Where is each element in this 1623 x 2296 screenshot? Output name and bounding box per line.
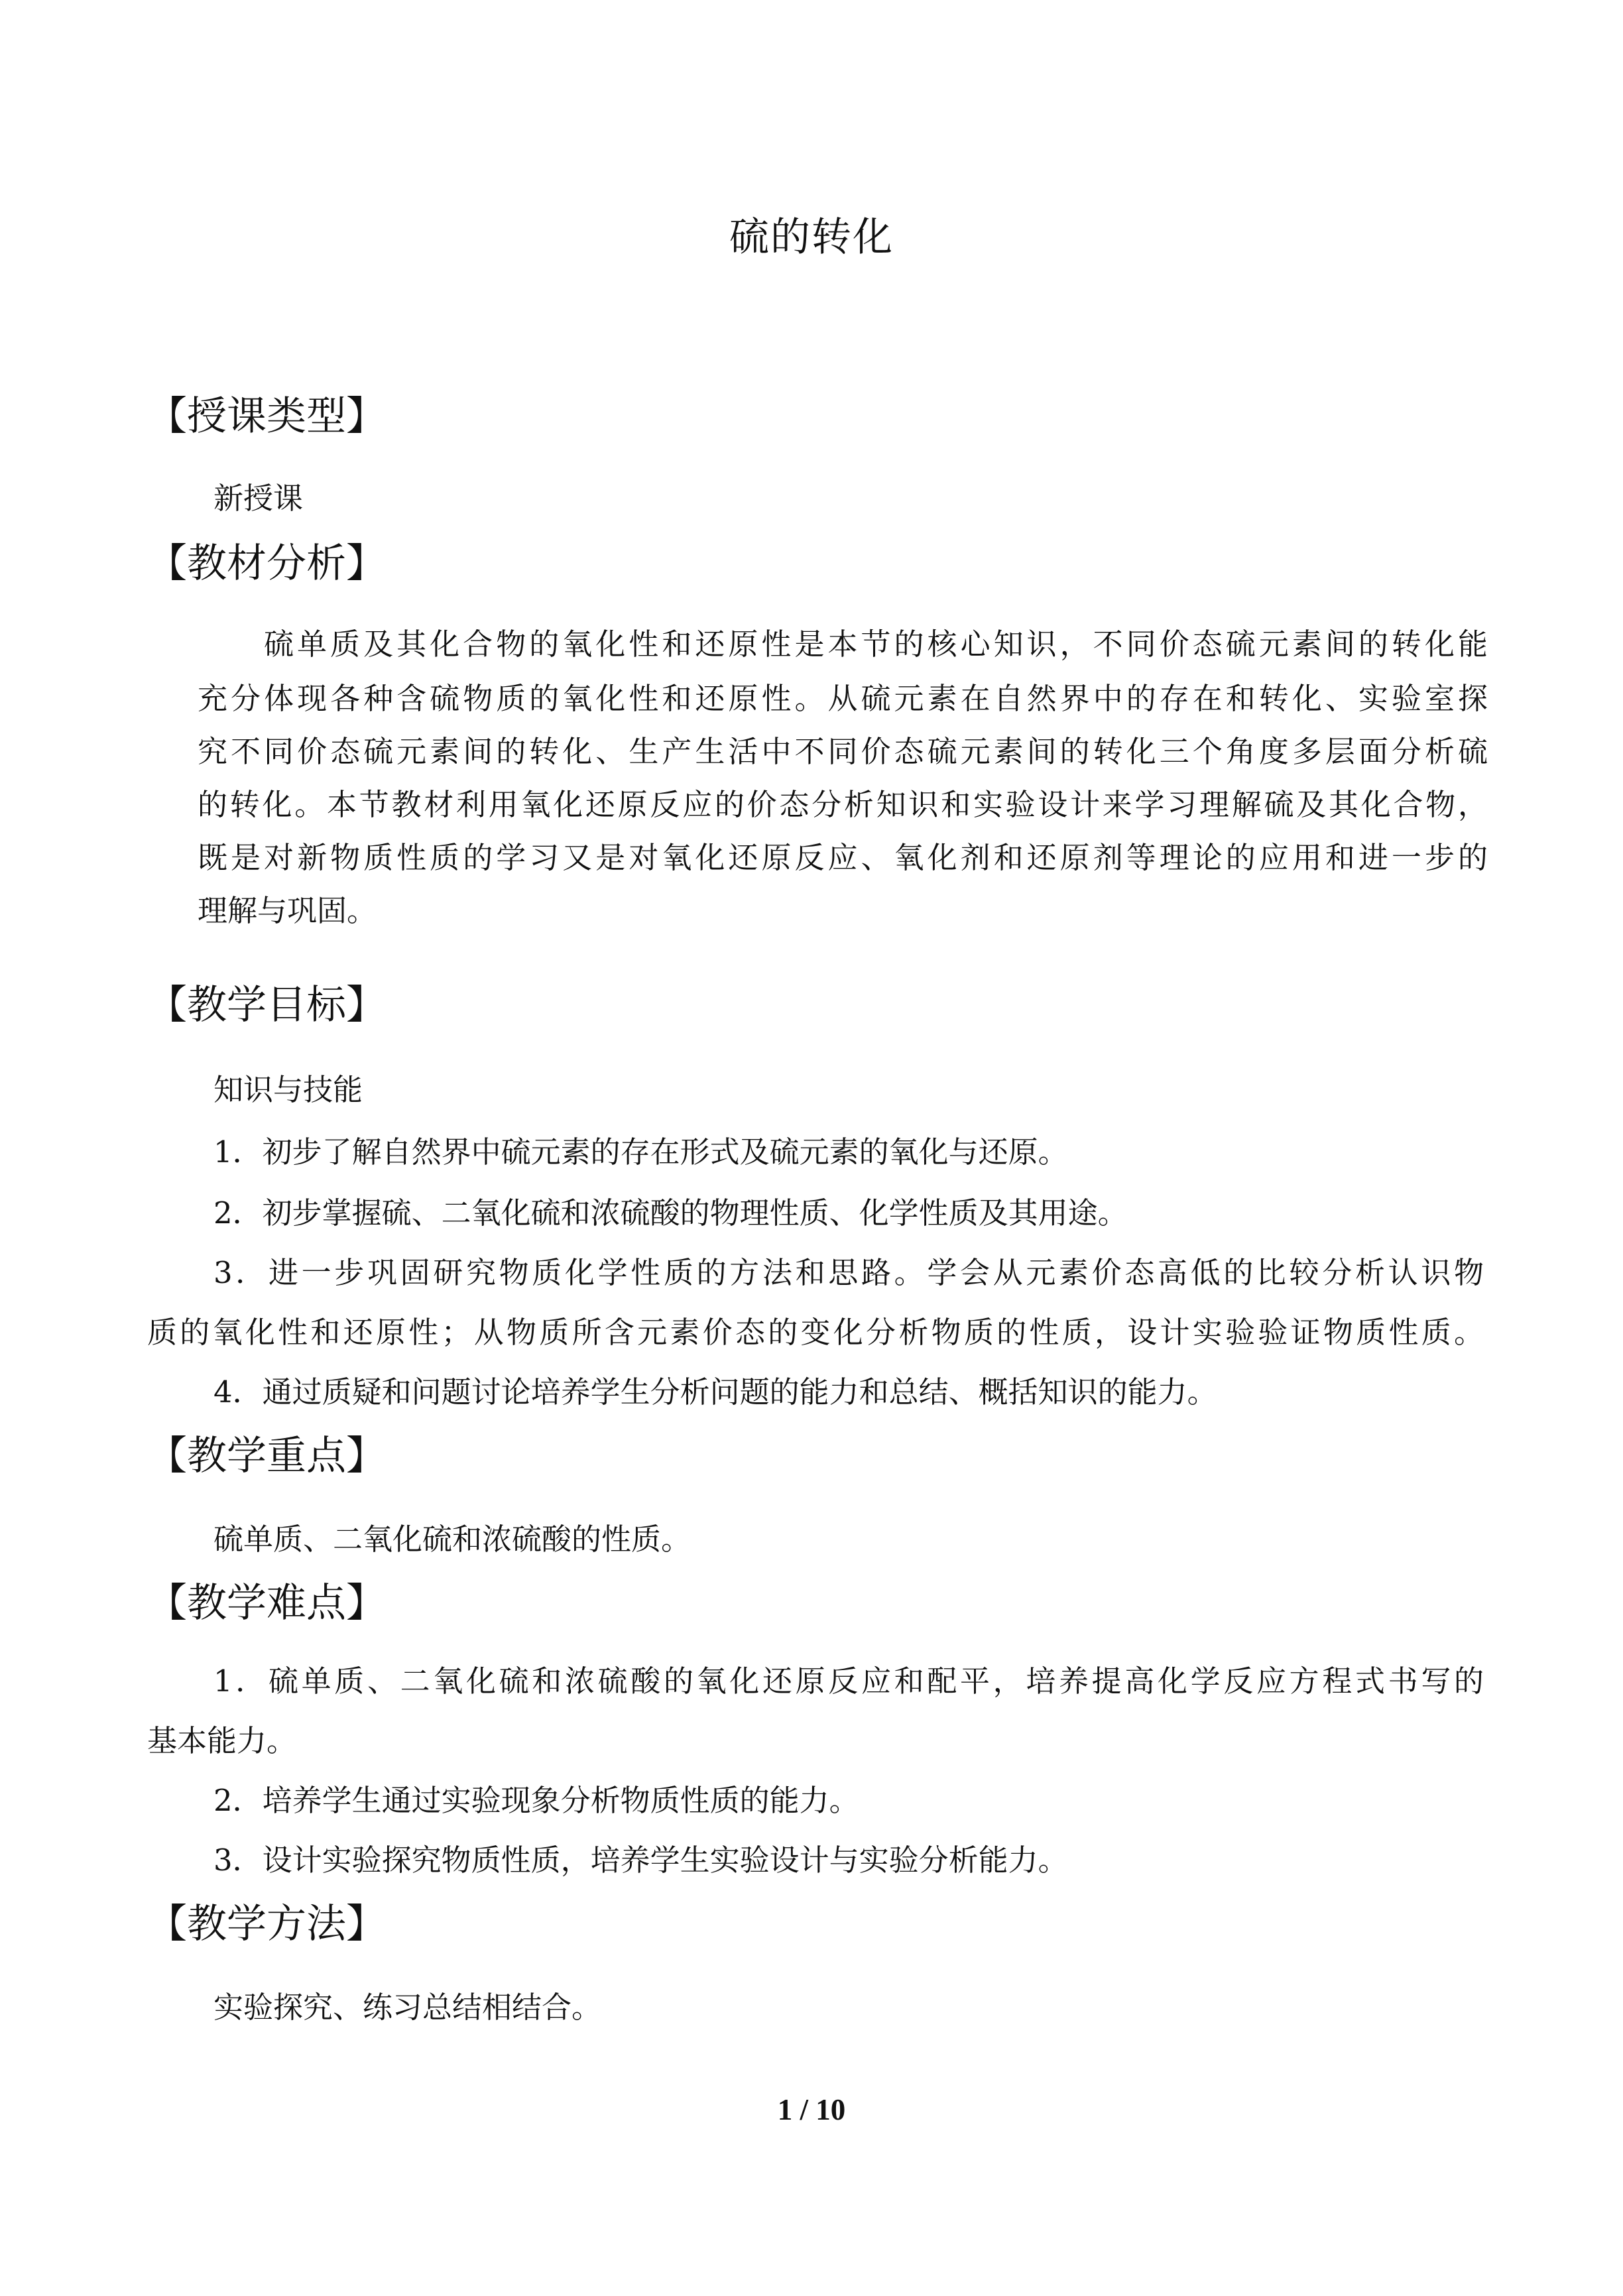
material-analysis-line: 的转化。本节教材利用氧化还原反应的价态分析知识和实验设计来学习理解硫及其化合物， (198, 787, 1488, 822)
heading-key-points: 【教学重点】 (147, 1433, 386, 1479)
material-analysis-line: 究不同价态硫元素间的转化、生产生活中不同价态硫元素间的转化三个角度多层面分析硫 (198, 734, 1488, 769)
page-title: 硫的转化 (729, 214, 894, 261)
teaching-methods-text: 实验探究、练习总结相结合。 (213, 1990, 602, 2025)
page-number: 1 / 10 (777, 2093, 846, 2126)
difficulty-item: 3．设计实验探究物质性质，培养学生实验设计与实验分析能力。 (213, 1843, 1068, 1878)
material-analysis-line: 理解与巩固。 (198, 893, 377, 928)
difficulty-item: 1．硫单质、二氧化硫和浓硫酸的氧化还原反应和配平，培养提高化学反应方程式书写的 (213, 1663, 1484, 1699)
lesson-type-text: 新授课 (213, 481, 304, 516)
teaching-goals-subheading: 知识与技能 (213, 1072, 363, 1107)
difficulty-item: 2．培养学生通过实验现象分析物质性质的能力。 (213, 1783, 859, 1818)
teaching-goal-item: 1．初步了解自然界中硫元素的存在形式及硫元素的氧化与还原。 (213, 1134, 1068, 1170)
heading-material-analysis: 【教材分析】 (147, 540, 386, 587)
material-analysis-line: 既是对新物质性质的学习又是对氧化还原反应、氧化剂和还原剂等理论的应用和进一步的 (198, 840, 1488, 875)
heading-teaching-goals: 【教学目标】 (147, 982, 386, 1028)
teaching-goal-item: 3．进一步巩固研究物质化学性质的方法和思路。学会从元素价态高低的比较分析认识物 (213, 1255, 1484, 1290)
heading-difficulties: 【教学难点】 (147, 1580, 386, 1626)
material-analysis-line: 充分体现各种含硫物质的氧化性和还原性。从硫元素在自然界中的存在和转化、实验室探 (198, 681, 1488, 716)
teaching-goal-item: 2．初步掌握硫、二氧化硫和浓硫酸的物理性质、化学性质及其用途。 (213, 1195, 1128, 1231)
heading-teaching-methods: 【教学方法】 (147, 1901, 386, 1947)
teaching-goal-item: 质的氧化性和还原性；从物质所含元素价态的变化分析物质的性质，设计实验验证物质性质。 (147, 1315, 1484, 1350)
heading-lesson-type: 【授课类型】 (147, 393, 386, 440)
teaching-goal-item: 4．通过质疑和问题讨论培养学生分析问题的能力和总结、概括知识的能力。 (213, 1374, 1217, 1410)
difficulty-item: 基本能力。 (147, 1723, 297, 1758)
key-points-text: 硫单质、二氧化硫和浓硫酸的性质。 (213, 1522, 691, 1557)
material-analysis-line: 硫单质及其化合物的氧化性和还原性是本节的核心知识，不同价态硫元素间的转化能 (264, 627, 1488, 662)
